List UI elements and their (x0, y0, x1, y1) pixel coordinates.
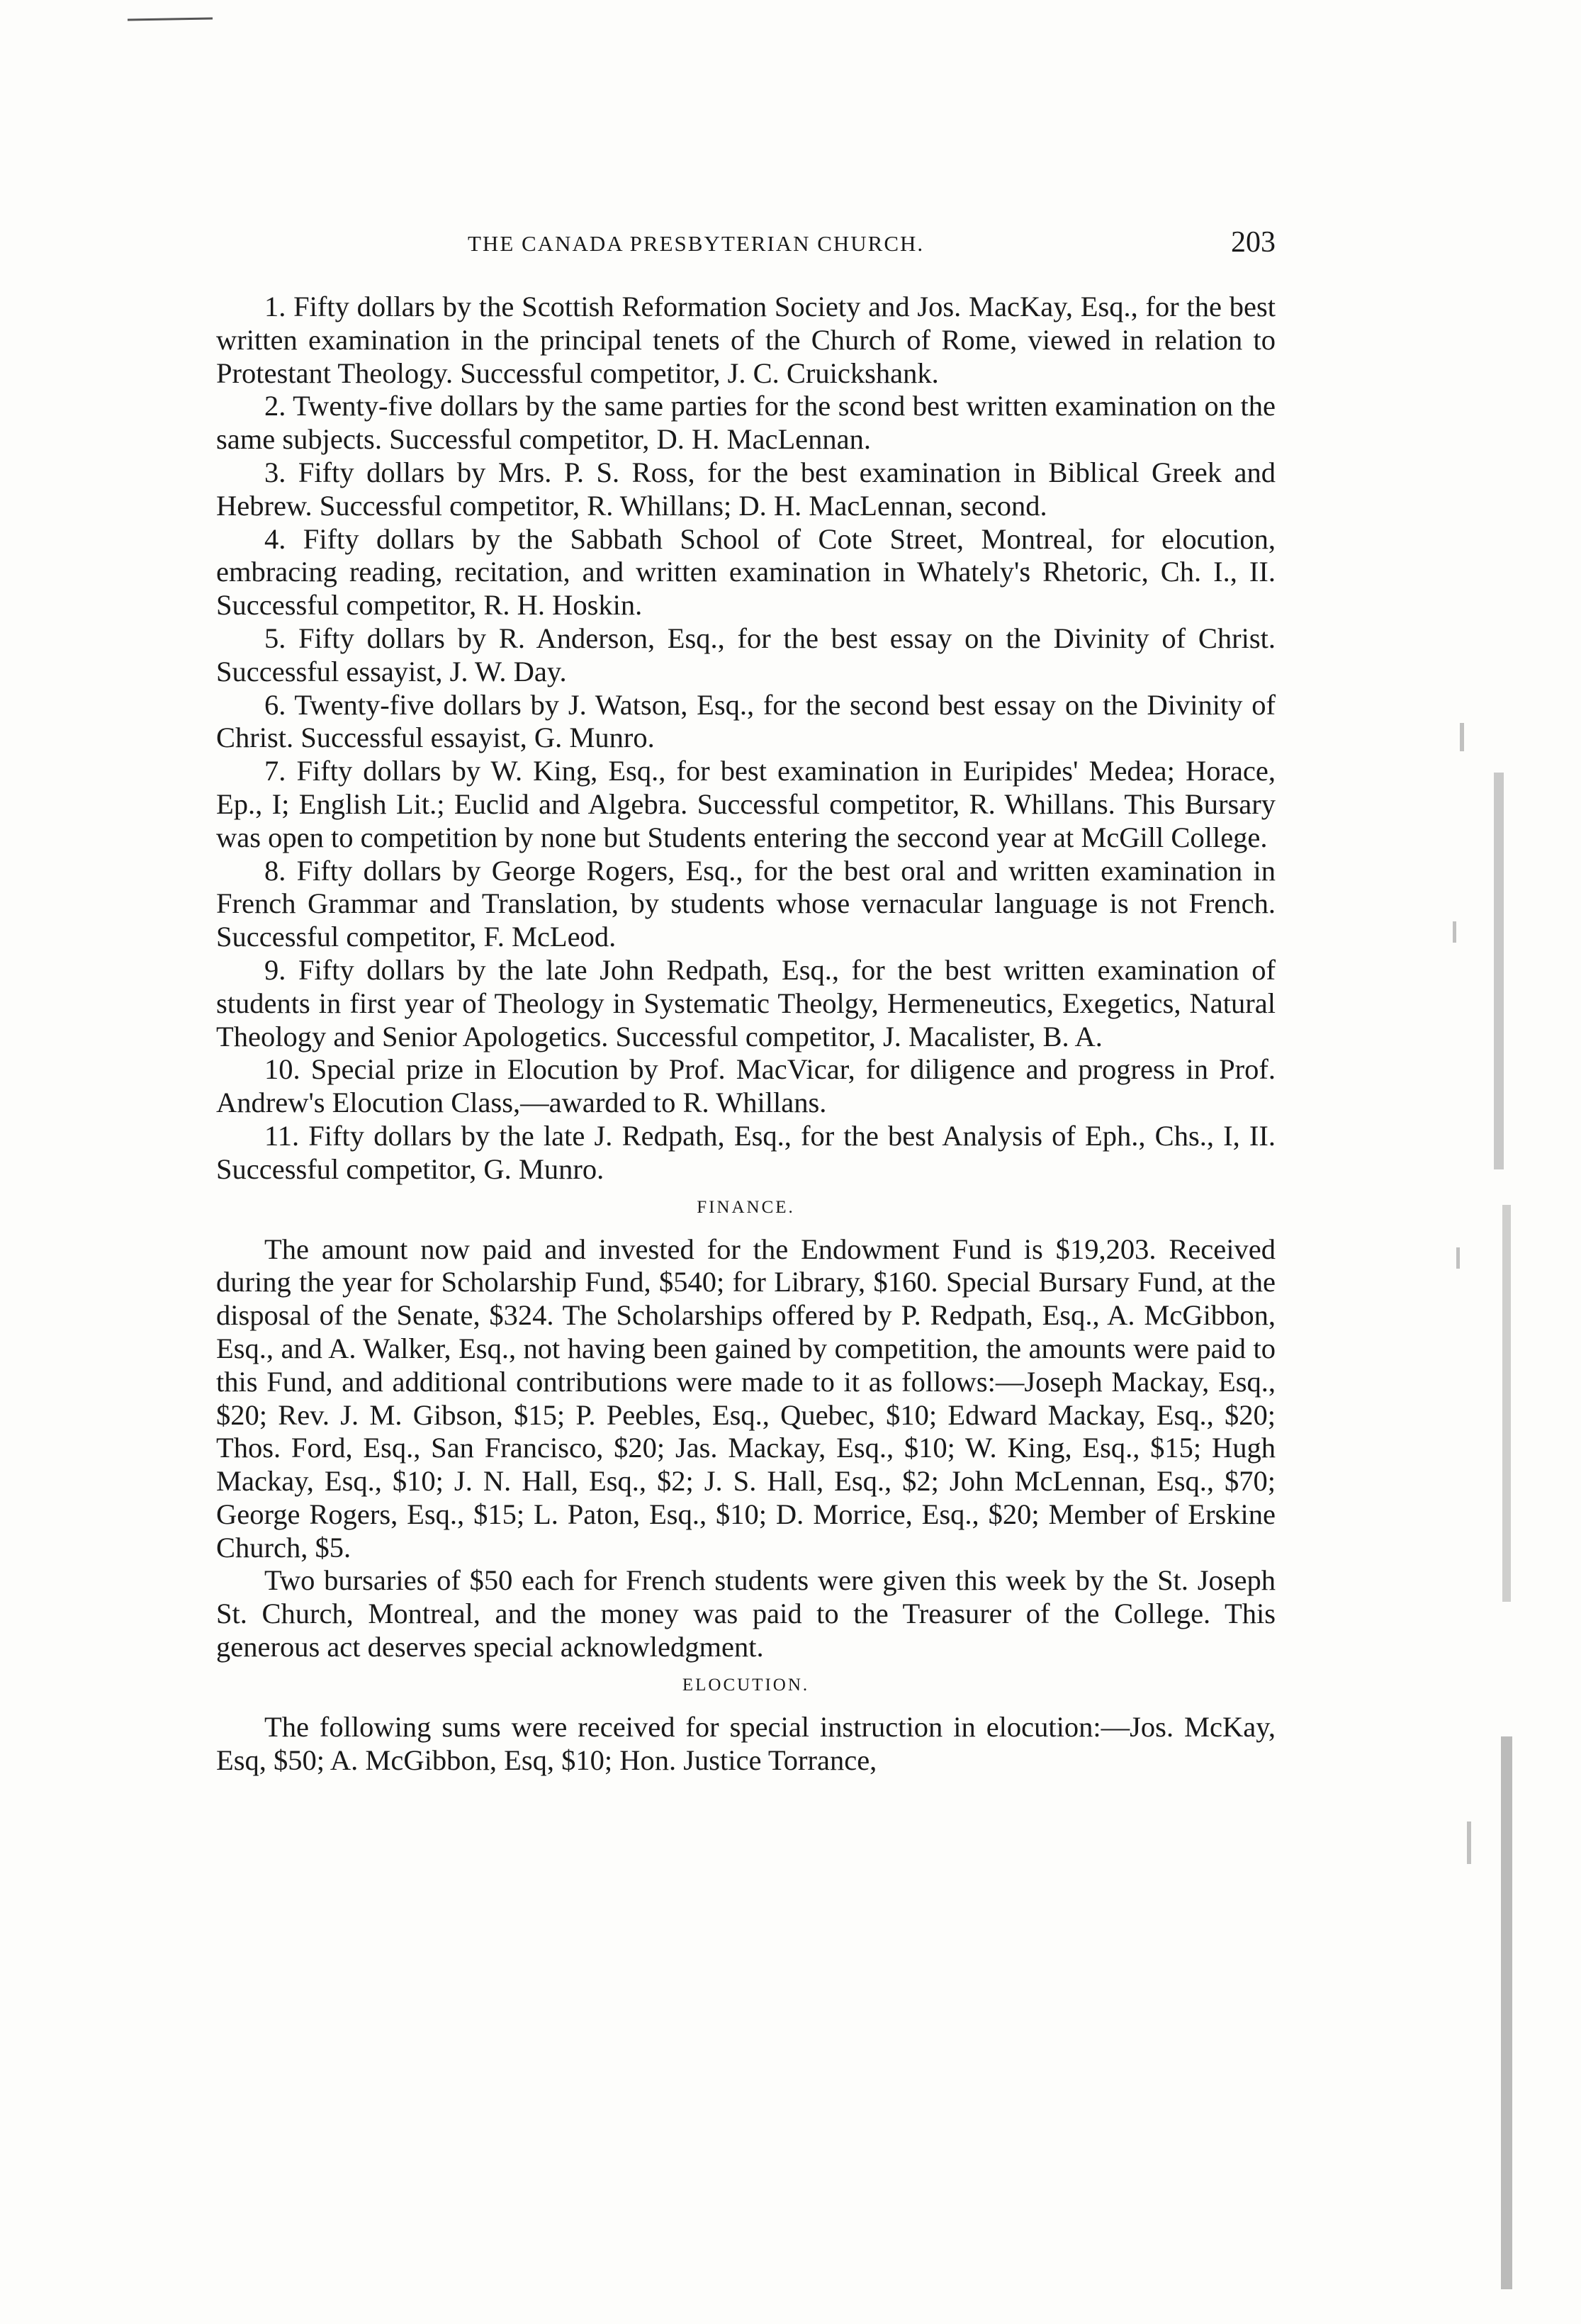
scan-speck (1453, 921, 1456, 943)
finance-paragraph: Two bursaries of $50 each for French students were given this week by the St. Joseph St. Church, Montreal, and the money was paid to the Treasurer of the College. This generous act deserves special acknowledgment. (216, 1564, 1276, 1663)
scan-speck (1460, 723, 1464, 751)
scan-speck (1456, 1247, 1460, 1269)
prize-paragraph: 8. Fifty dollars by George Rogers, Esq., for the best oral and written examination in French Grammar and Translation, by students whose vernacular language is not French. Successful competitor, F. McLeod. (216, 854, 1276, 953)
elocution-heading: ELOCUTION. (682, 1675, 810, 1695)
elocution-paragraph: The following sums were received for special instruction in elocution:—Jos. McKay, Esq, $50; A. McGibbon, Esq, $10; Hon. Justice Torrance, (216, 1710, 1276, 1776)
prize-paragraph: 7. Fifty dollars by W. King, Esq., for best examination in Euripides' Medea; Horace, Ep., I; English Lit.; Euclid and Algebra. Successful competitor, R. Whillans. This Bursary was open to competition by none but Students entering the seccond year at McGill College. (216, 755, 1276, 853)
running-title: THE CANADA PRESBYTERIAN CHURCH. (468, 231, 925, 256)
page-number: 203 (1231, 226, 1276, 259)
binding-edge-shadow (1502, 1205, 1511, 1602)
prize-paragraph: 10. Special prize in Elocution by Prof. MacVicar, for diligence and progress in Prof. Andrew's Elocution Class,—awarded to R. Whillans. (216, 1053, 1276, 1119)
prize-paragraph: 9. Fifty dollars by the late John Redpath, Esq., for the best written examination of students in first year of Theology in Systematic Theolgy, Hermeneutics, Exegetics, Natural Theology and Senior Apologetics. Successful competitor, J. Macalister, B. A. (216, 953, 1276, 1052)
prize-paragraph: 6. Twenty-five dollars by J. Watson, Esq., for the second best essay on the Divinity of Christ. Successful essayist, G. Munro. (216, 688, 1276, 754)
prize-paragraph: 11. Fifty dollars by the late J. Redpath, Esq., for the best Analysis of Eph., Chs., I, II. Successful competitor, G. Munro. (216, 1119, 1276, 1185)
prize-paragraph: 1. Fifty dollars by the Scottish Reformation Society and Jos. MacKay, Esq., for the best written examination in the principal tenets of the Church of Rome, viewed in relation to Protestant Theology. Successful competitor, J. C. Cruickshank. (216, 291, 1276, 389)
binding-edge-shadow (1494, 773, 1504, 1169)
body-text (216, 291, 1276, 1777)
prize-paragraph: 3. Fifty dollars by Mrs. P. S. Ross, for the best examination in Biblical Greek and Hebrew. Successful competitor, R. Whillans; D. H. MacLennan, second. (216, 456, 1276, 522)
prize-paragraph: 2. Twenty-five dollars by the same parties for the scond best written examination on the same subjects. Successful competitor, D. H. MacLennan. (216, 390, 1276, 456)
page-header (213, 225, 1276, 268)
scan-speck (128, 18, 213, 20)
prize-paragraph: 5. Fifty dollars by R. Anderson, Esq., for the best essay on the Divinity of Christ. Successful essayist, J. W. Day. (216, 622, 1276, 687)
prize-paragraph: 4. Fifty dollars by the Sabbath School of Cote Street, Montreal, for elocution, embracing reading, recitation, and written examination in Whately's Rhetoric, Ch. I., II. Successful competitor, R. H. Hoskin. (216, 522, 1276, 622)
binding-edge-shadow (1501, 1736, 1512, 2289)
scan-speck (1467, 1821, 1471, 1864)
finance-heading: FINANCE. (697, 1197, 795, 1217)
finance-paragraph: The amount now paid and invested for the Endowment Fund is $19,203. Received during the year for Scholarship Fund, $540; for Library, $160. Special Bursary Fund, at the disposal of the Senate, $324. The Scholarships offered by P. Redpath, Esq., A. McGibbon, Esq., and A. Walker, Esq., not having been gained by competition, the amounts were paid to this Fund, and additional contributions were made to it as follows:—Joseph Mackay, Esq., $20; Rev. J. M. Gibson, $15; P. Peebles, Esq., Quebec, $10; Edward Mackay, Esq., $20; Thos. Ford, Esq., San Francisco, $20; Jas. Mackay, Esq., $10; W. King, Esq., $15; Hugh Mackay, Esq., $10; J. N. Hall, Esq., $2; J. S. Hall, Esq., $2; John McLennan, Esq., $70; George Rogers, Esq., $15; L. Paton, Esq., $10; D. Morrice, Esq., $20; Member of Erskine Church, $5. (216, 1233, 1276, 1564)
